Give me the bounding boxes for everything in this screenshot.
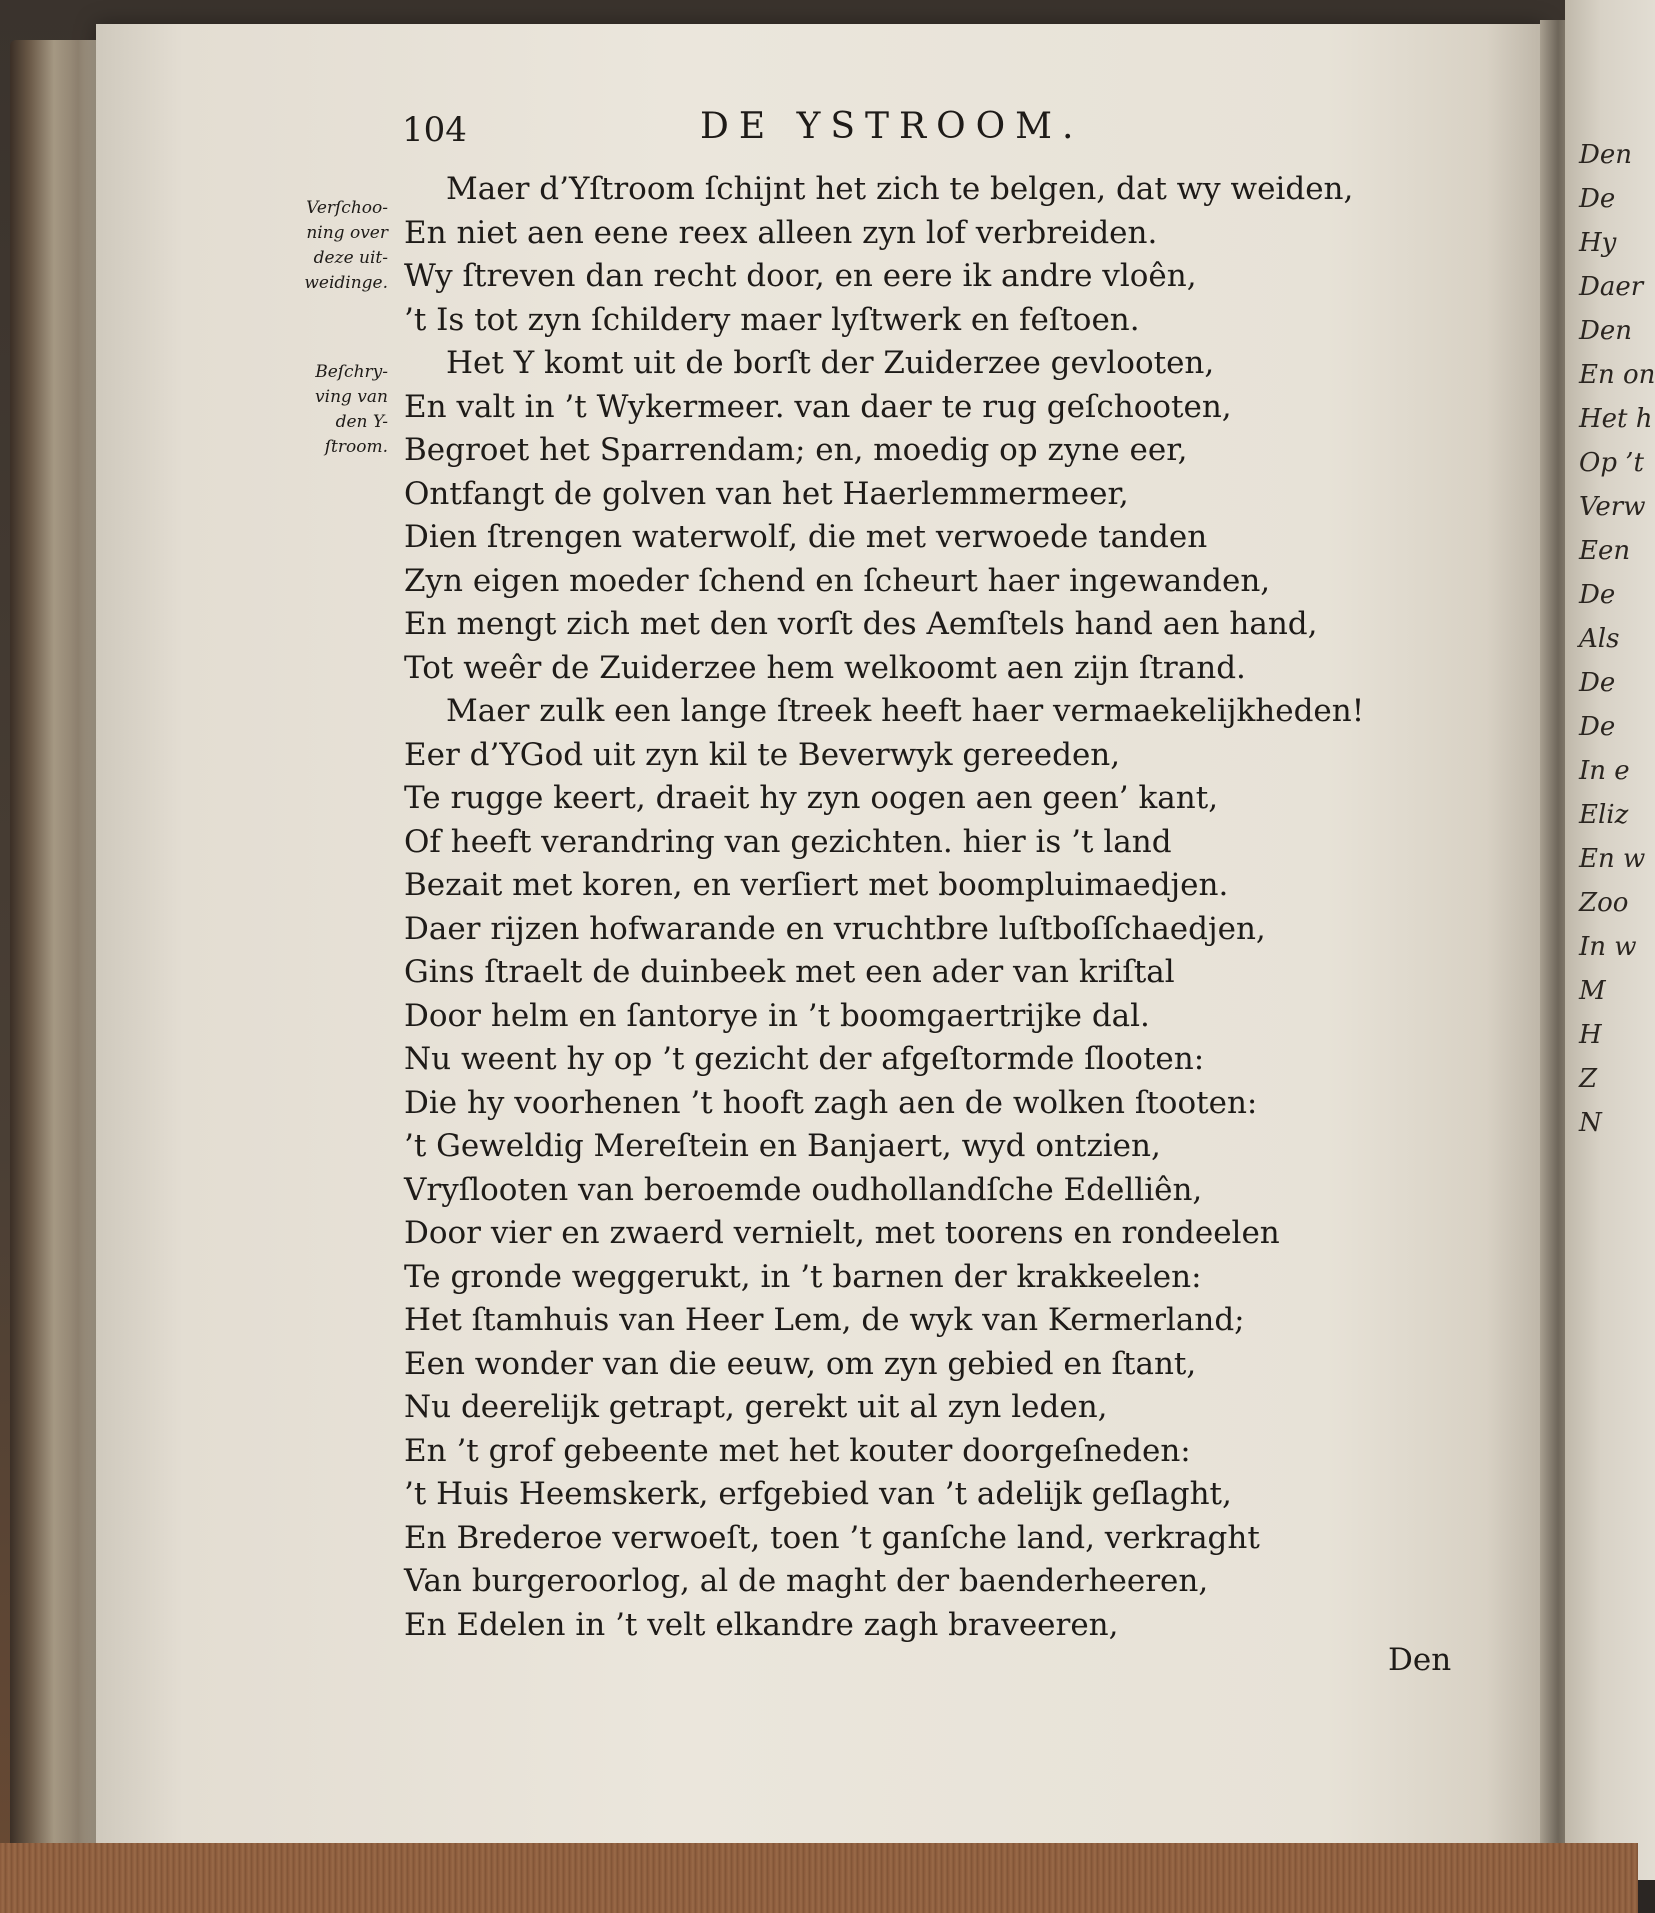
facing-page-fragment: Hy [1579, 228, 1617, 258]
verse-line: Ontfangt de golven van het Haerlemmermeer, [404, 475, 1129, 512]
margin-note-line: weidinge. [304, 273, 388, 293]
cloth-background [0, 1843, 1638, 1913]
margin-note-line: ning over [306, 223, 388, 243]
verse-line: Die hy voorhenen ’t hooft zagh aen de wolken ſtooten: [404, 1084, 1258, 1121]
verse-line: En ’t grof gebeente met het kouter doorgeſneden: [404, 1432, 1191, 1469]
facing-page-fragment: Als [1579, 624, 1620, 654]
page-number: 104 [402, 110, 467, 150]
verse-line: Een wonder van die eeuw, om zyn gebied en ſtant, [404, 1345, 1197, 1382]
facing-page-fragment: Eliz [1579, 800, 1629, 830]
verse-line: Door helm en ſantorye in ’t boomgaertrijke dal. [404, 997, 1150, 1034]
verse-line: Het Y komt uit de borſt der Zuiderzee gevlooten, [446, 345, 1215, 381]
verse-line: Maer zulk een lange ſtreek heeft haer vermaekelijkheden! [446, 693, 1365, 729]
facing-page-fragment: Het h [1579, 404, 1653, 434]
facing-page-fragment: Den [1579, 140, 1632, 170]
running-head: DE YSTROOM. [700, 106, 1084, 147]
verse-line: Het ſtamhuis van Heer Lem, de wyk van Kermerland; [404, 1302, 1245, 1338]
facing-page-fragment: De [1579, 184, 1616, 214]
verse-line: En Edelen in ’t velt elkandre zagh braveeren, [404, 1606, 1119, 1643]
verse-line: Tot weêr de Zuiderzee hem welkoomt aen zijn ſtrand. [404, 649, 1246, 686]
margin-note-verschooning [268, 196, 388, 296]
facing-page-fragment: H [1579, 1020, 1602, 1050]
verse-line: Te rugge keert, draeit hy zyn oogen aen geen’ kant, [404, 780, 1219, 816]
verse-line: Gins ſtraelt de duinbeek met een ader van kriſtal [404, 954, 1175, 990]
facing-page [1565, 0, 1655, 1880]
verse-line: En Brederoe verwoeſt, toen ’t ganſche land, verkraght [404, 1519, 1260, 1556]
verse-line: Zyn eigen moeder ſchend en ſcheurt haer ingewanden, [404, 562, 1271, 599]
verse-line: Maer d’Yſtroom ſchijnt het zich te belgen, dat wy weiden, [446, 171, 1354, 207]
verse-line: Begroet het Sparrendam; en, moedig op zyne eer, [404, 432, 1188, 468]
margin-note-line: den Y- [335, 412, 388, 432]
margin-note-line: Beſchry- [315, 362, 388, 382]
margin-note-line: ſtroom. [324, 437, 388, 457]
facing-page-fragment: Den [1579, 316, 1632, 346]
catchword: Den [1388, 1642, 1452, 1678]
facing-page-fragment: M [1579, 976, 1606, 1006]
verse-line: Te gronde weggerukt, in ’t barnen der krakkeelen: [404, 1258, 1202, 1295]
verse-line: Vryſlooten van beroemde oudhollandſche Edelliên, [404, 1171, 1203, 1208]
facing-page-fragment: Daer [1579, 272, 1644, 302]
facing-page-fragment: In e [1579, 756, 1630, 786]
verse-line: En mengt zich met den vorſt des Aemſtels hand aen hand, [404, 606, 1318, 642]
margin-note-line: Verſchoo- [306, 198, 388, 218]
verse-line: En niet aen eene reex alleen zyn lof verbreiden. [404, 214, 1158, 251]
facing-page-fragment: Verw [1579, 492, 1646, 522]
margin-note-beschryving [268, 360, 388, 460]
facing-page-fragment: N [1579, 1108, 1602, 1138]
facing-page-fragment: Op ’t [1579, 448, 1644, 478]
verse-line: ’t Geweldig Mereſtein en Banjaert, wyd ontzien, [404, 1128, 1161, 1164]
verse-line: ’t Is tot zyn ſchildery maer lyſtwerk en feſtoen. [404, 301, 1140, 338]
verse-line: ’t Huis Heemskerk, erfgebied van ’t adelijk geſlaght, [404, 1476, 1232, 1512]
margin-note-line: deze uit- [313, 248, 388, 268]
facing-page-fragment: En w [1579, 844, 1646, 874]
facing-page-fragment: En on [1579, 360, 1655, 390]
facing-page-fragment: In w [1579, 932, 1637, 962]
margin-note-line: ving van [315, 387, 388, 407]
facing-page-fragment: Z [1579, 1064, 1598, 1094]
verse-line: Bezait met koren, en verſiert met boompluimaedjen. [404, 867, 1229, 903]
verse-line: Daer rijzen hofwarande en vruchtbre luſtboſſchaedjen, [404, 910, 1266, 947]
verse-line: Dien ſtrengen waterwolf, die met verwoede tanden [404, 519, 1208, 555]
verse-line: Nu weent hy op ’t gezicht der afgeſtormde ſlooten: [404, 1041, 1205, 1077]
facing-page-fragment: De [1579, 712, 1616, 742]
facing-page-fragment: Een [1579, 536, 1631, 566]
verse-line: Of heeft verandring van gezichten. hier is ’t land [404, 823, 1172, 860]
verse-line: Nu deerelijk getrapt, gerekt uit al zyn leden, [404, 1389, 1108, 1425]
verse-body [404, 168, 1484, 1647]
verse-line: Wy ſtreven dan recht door, en eere ik andre vloên, [404, 258, 1197, 294]
facing-page-fragment: Zoo [1579, 888, 1629, 918]
verse-line: Door vier en zwaerd vernielt, met toorens en rondeelen [404, 1215, 1280, 1251]
verse-line: Eer d’YGod uit zyn kil te Beverwyk gereeden, [404, 736, 1121, 773]
facing-page-fragment: De [1579, 668, 1616, 698]
verse-line: En valt in ’t Wykermeer. van daer te rug geſchooten, [404, 388, 1232, 425]
verse-line: Van burgeroorlog, al de maght der baenderheeren, [404, 1563, 1209, 1599]
facing-page-fragment: De [1579, 580, 1616, 610]
